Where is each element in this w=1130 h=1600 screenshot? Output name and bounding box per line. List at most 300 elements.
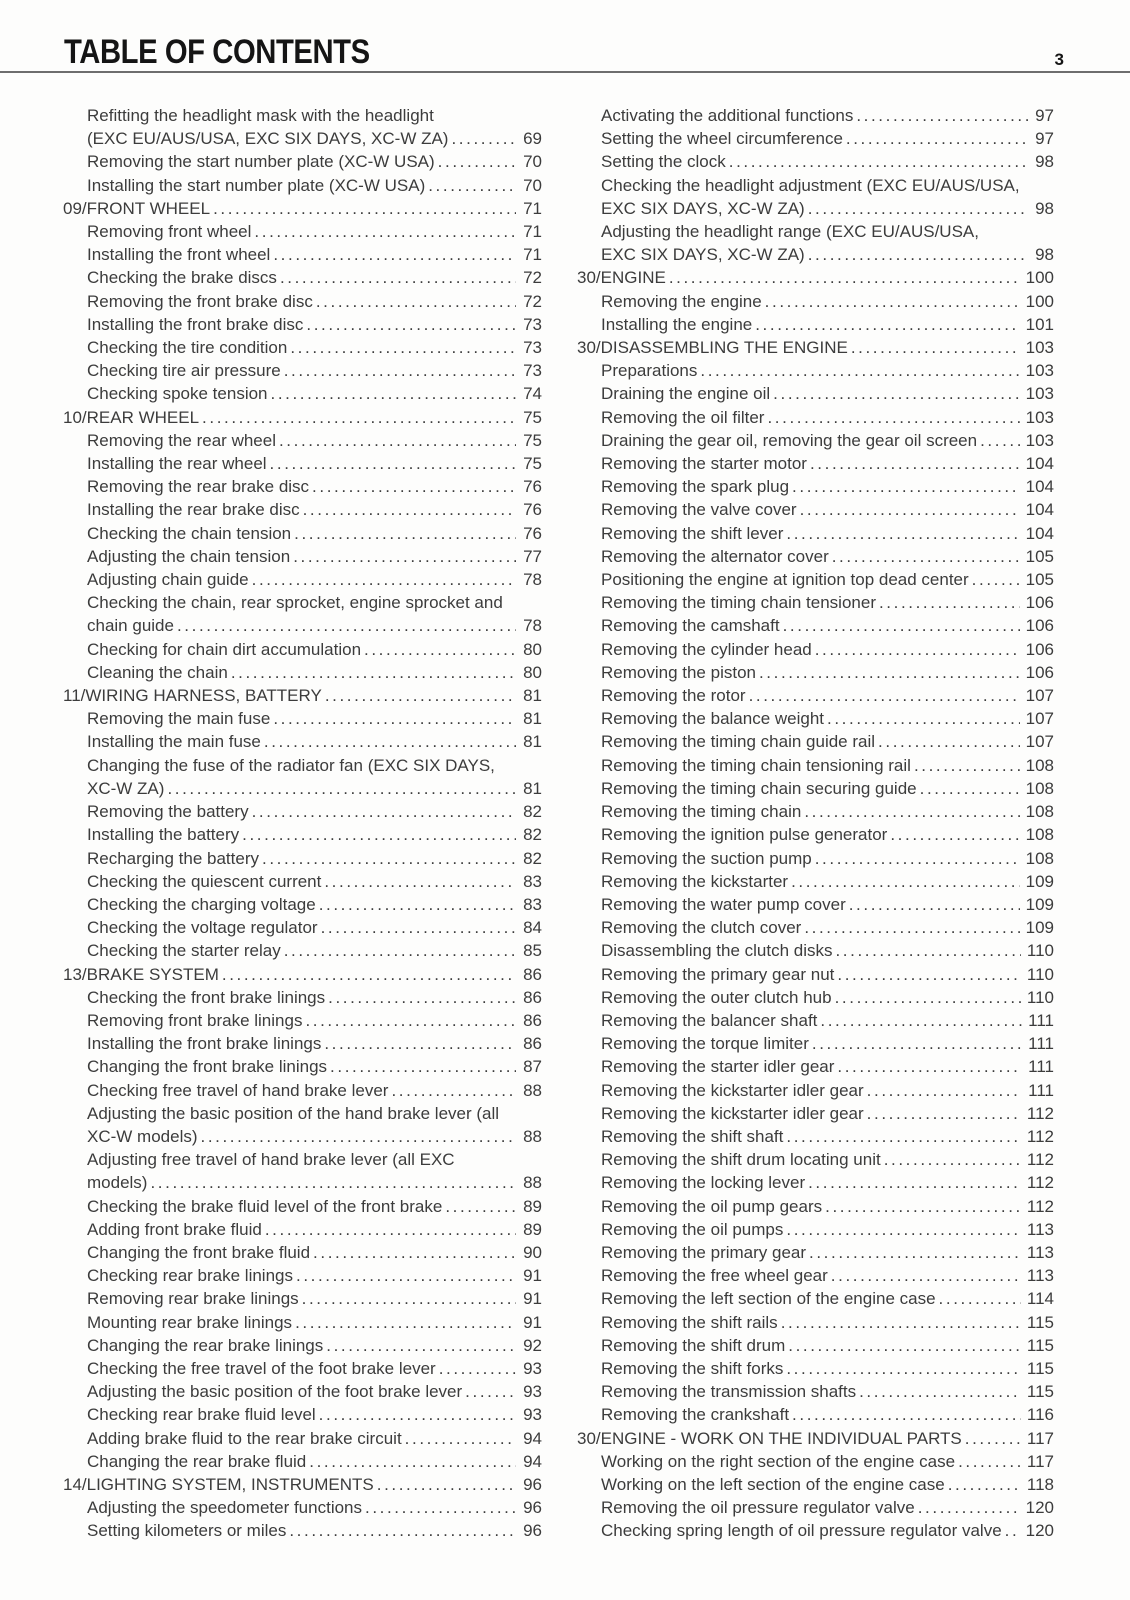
toc-entry-label: Removing the kickstarter idler gear [601, 1103, 864, 1123]
dot-leader [316, 290, 516, 313]
dot-leader [786, 522, 1019, 545]
toc-entry-label: Removing the timing chain guide rail [601, 732, 876, 752]
toc-entry-label-line1: Checking the chain, rear sprocket, engine sprocket and [87, 593, 503, 613]
toc-sub-entry [577, 174, 1054, 220]
toc-entry-label: Installing the rear brake disc [87, 500, 300, 520]
toc-entry-page: 97 [1035, 106, 1054, 125]
dot-leader [812, 1032, 1022, 1055]
toc-entry-page: 112 [1026, 1173, 1054, 1193]
dot-leader [965, 1427, 1021, 1450]
toc-entry-page: 84 [523, 918, 542, 938]
dot-leader [783, 614, 1020, 637]
dot-leader [958, 1450, 1021, 1473]
dot-leader [786, 1125, 1021, 1148]
dot-leader [439, 1357, 516, 1380]
dot-leader [825, 1195, 1021, 1218]
toc-sub-entry [63, 452, 542, 475]
toc-entry-page: 76 [523, 523, 542, 543]
toc-entry-page: 103 [1025, 338, 1054, 358]
toc-entry-page: 69 [523, 129, 542, 149]
toc-entry-label-line1: Changing the fuse of the radiator fan (EXC SIX DAYS, [87, 755, 495, 775]
toc-sub-entry [63, 522, 542, 545]
toc-entry-page: 81 [523, 709, 542, 729]
toc-entry-label: Checking the free travel of the foot brake lever [87, 1358, 436, 1378]
page-title: TABLE OF CONTENTS [64, 33, 370, 71]
toc-entry-label: Removing the locking lever [601, 1173, 806, 1193]
toc-entry-label: EXC SIX DAYS, XC-W ZA) [601, 245, 805, 265]
toc-sub-entry [577, 1496, 1054, 1519]
toc-entry-label: Changing the front brake fluid [87, 1242, 311, 1262]
toc-entry-label: Removing the alternator cover [601, 546, 829, 566]
toc-entry-label: Removing the timing chain tensioning rail [601, 755, 911, 775]
toc-entry-label: Installing the battery [87, 825, 240, 845]
toc-entry-page: 82 [523, 825, 542, 845]
toc-sub-entry [577, 638, 1054, 661]
toc-entry-label: Removing the torque limiter [601, 1034, 809, 1054]
toc-entry-page: 111 [1028, 1080, 1054, 1100]
dot-leader [859, 1380, 1021, 1403]
dot-leader [792, 1403, 1021, 1426]
dot-leader [252, 800, 516, 823]
dot-leader [781, 1311, 1021, 1334]
toc-entry-page: 106 [1025, 639, 1054, 659]
toc-sub-entry [577, 1380, 1054, 1403]
toc-sub-entry [577, 1055, 1054, 1078]
toc-entry-page: 111 [1028, 1010, 1054, 1030]
toc-entry-label: Setting the clock [601, 152, 726, 172]
dot-leader [264, 730, 516, 753]
toc-entry-page: 71 [523, 222, 542, 242]
toc-entry-label: Checking for chain dirt accumulation [87, 639, 362, 659]
toc-column-left [63, 104, 542, 1543]
toc-entry-page: 93 [523, 1382, 542, 1402]
toc-entry-label: Checking the front brake linings [87, 987, 326, 1007]
toc-sub-entry [577, 754, 1054, 777]
toc-entry-page: 112 [1026, 1196, 1054, 1216]
toc-entry-label: Removing the timing chain tensioner [601, 593, 876, 613]
toc-entry-page: 91 [523, 1289, 542, 1309]
toc-entry-label: Removing the shift forks [601, 1358, 784, 1378]
dot-leader [786, 1218, 1021, 1241]
toc-entry-label: Removing the timing chain [601, 802, 802, 822]
toc-entry-page: 108 [1025, 802, 1054, 822]
toc-entry-label: Checking the chain tension [87, 523, 292, 543]
toc-sub-entry [577, 104, 1054, 127]
dot-leader [252, 568, 516, 591]
toc-sub-entry [63, 545, 542, 568]
toc-entry-label: Removing the main fuse [87, 709, 271, 729]
toc-sub-entry [577, 522, 1054, 545]
toc-entry-page: 78 [523, 616, 542, 636]
toc-sub-entry [577, 1218, 1054, 1241]
dot-leader [835, 939, 1020, 962]
dot-leader [808, 1171, 1021, 1194]
dot-leader [330, 1055, 516, 1078]
toc-entry-page: 98 [1035, 245, 1054, 265]
toc-sub-entry [63, 1009, 542, 1032]
toc-entry-page: 120 [1025, 1498, 1054, 1518]
page-number: 3 [1054, 50, 1064, 69]
dot-leader [800, 498, 1020, 521]
dot-leader [167, 777, 516, 800]
toc-sub-entry [577, 1334, 1054, 1357]
dot-leader [280, 266, 516, 289]
dot-leader [729, 150, 1028, 173]
toc-entry-page: 82 [523, 848, 542, 868]
toc-entry-label: 30/ENGINE - WORK ON THE INDIVIDUAL PARTS [577, 1428, 962, 1448]
toc-entry-page: 105 [1025, 546, 1054, 566]
toc-entry-label: Removing rear brake linings [87, 1289, 299, 1309]
toc-entry-page: 111 [1028, 1034, 1054, 1054]
toc-entry-label: Setting kilometers or miles [87, 1521, 287, 1541]
toc-entry-label: Removing the outer clutch hub [601, 987, 832, 1007]
toc-sub-entry [63, 707, 542, 730]
dot-leader [792, 475, 1020, 498]
toc-section-entry [63, 963, 542, 986]
dot-leader [302, 1287, 516, 1310]
toc-entry-page: 107 [1025, 732, 1054, 752]
dot-leader [837, 963, 1021, 986]
dot-leader [222, 963, 516, 986]
dot-leader [150, 1171, 516, 1194]
dot-leader [804, 800, 1019, 823]
toc-entry-label: Removing the piston [601, 662, 756, 682]
dot-leader [201, 1125, 516, 1148]
toc-sub-entry [577, 800, 1054, 823]
toc-entry-label: Checking tire air pressure [87, 361, 281, 381]
toc-entry-page: 81 [523, 778, 542, 798]
toc-sub-entry [577, 684, 1054, 707]
toc-section-entry [63, 684, 542, 707]
toc-entry-label: Removing the oil pump gears [601, 1196, 823, 1216]
dot-leader [428, 174, 516, 197]
toc-entry-label: 13/BRAKE SYSTEM [63, 964, 219, 984]
toc-entry-page: 88 [523, 1126, 542, 1146]
dot-leader [804, 916, 1019, 939]
toc-entry-label: Installing the front wheel [87, 245, 271, 265]
toc-entry-page: 110 [1026, 964, 1054, 984]
dot-leader [306, 313, 516, 336]
toc-entry-page: 75 [523, 407, 542, 427]
dot-leader [856, 104, 1028, 127]
toc-sub-entry [577, 916, 1054, 939]
toc-entry-label: Cleaning the chain [87, 662, 228, 682]
dot-leader [365, 1496, 516, 1519]
toc-sub-entry [63, 939, 542, 962]
toc-entry-page: 103 [1025, 384, 1054, 404]
toc-sub-entry [577, 986, 1054, 1009]
toc-entry-label: Removing the shift rails [601, 1312, 778, 1332]
toc-sub-entry [63, 1195, 542, 1218]
dot-leader [831, 1264, 1021, 1287]
toc-entry-label: Removing the spark plug [601, 477, 790, 497]
toc-sub-entry [577, 870, 1054, 893]
dot-leader [324, 1032, 516, 1055]
toc-entry-label: Draining the engine oil [601, 384, 771, 404]
toc-sub-entry [63, 1519, 542, 1542]
toc-entry-page: 73 [523, 314, 542, 334]
dot-leader [837, 1055, 1022, 1078]
toc-sub-entry [577, 1079, 1054, 1102]
toc-entry-label: Installing the start number plate (XC-W USA) [87, 175, 426, 195]
dot-leader [289, 1519, 516, 1542]
toc-sub-entry [63, 429, 542, 452]
toc-entry-page: 86 [523, 964, 542, 984]
toc-entry-page: 104 [1025, 500, 1054, 520]
toc-entry-label: Working on the left section of the engine case [601, 1474, 945, 1494]
toc-sub-entry [577, 429, 1054, 452]
dot-leader [939, 1287, 1021, 1310]
toc-entry-page: 86 [523, 1034, 542, 1054]
toc-entry-label-line1: Adjusting free travel of hand brake lever (all EXC [87, 1150, 455, 1170]
dot-leader [773, 382, 1019, 405]
toc-entry-label: Adjusting the speedometer functions [87, 1498, 363, 1518]
toc-sub-entry [577, 707, 1054, 730]
toc-entry-label: Removing the free wheel gear [601, 1266, 828, 1286]
toc-entry-label: Activating the additional functions [601, 106, 854, 125]
toc-sub-entry [63, 498, 542, 521]
toc-entry-page: 89 [523, 1219, 542, 1239]
toc-sub-entry [577, 730, 1054, 753]
toc-sub-entry [577, 150, 1054, 173]
dot-leader [451, 127, 516, 150]
toc-sub-entry [63, 638, 542, 661]
toc-entry-page: 76 [523, 477, 542, 497]
dot-leader [303, 498, 516, 521]
dot-leader [759, 661, 1020, 684]
toc-entry-label: Setting the wheel circumference [601, 129, 843, 149]
toc-entry-label: Working on the right section of the engine case [601, 1451, 956, 1471]
dot-leader [749, 684, 1020, 707]
toc-entry-label: Changing the rear brake linings [87, 1335, 324, 1355]
toc-entry-label: Removing the water pump cover [601, 894, 846, 914]
toc-entry-label-line1: Adjusting the basic position of the hand brake lever (all [87, 1103, 500, 1123]
toc-entry-label: Adding front brake fluid [87, 1219, 262, 1239]
toc-entry-page: 110 [1026, 987, 1054, 1007]
toc-sub-entry [577, 1032, 1054, 1055]
toc-entry-page: 107 [1025, 686, 1054, 706]
toc-entry-page: 104 [1025, 454, 1054, 474]
dot-leader [405, 1427, 516, 1450]
toc-sub-entry [63, 1380, 542, 1403]
toc-entry-page: 108 [1025, 755, 1054, 775]
toc-entry-label: Removing front wheel [87, 222, 252, 242]
toc-entry-page: 75 [523, 454, 542, 474]
toc-sub-entry [577, 290, 1054, 313]
toc-entry-label: Installing the front brake disc [87, 314, 304, 334]
toc-entry-page: 74 [523, 384, 542, 404]
toc-sub-entry [63, 1102, 542, 1148]
toc-sub-entry [63, 1334, 542, 1357]
toc-entry-page: 92 [523, 1335, 542, 1355]
toc-entry-label: Removing the shift shaft [601, 1126, 784, 1146]
toc-entry-label: Removing the rear brake disc [87, 477, 310, 497]
toc-entry-page: 96 [523, 1498, 542, 1518]
toc-entry-page: 120 [1025, 1521, 1054, 1541]
toc-sub-entry [63, 730, 542, 753]
toc-entry-label: Recharging the battery [87, 848, 259, 868]
toc-entry-label-line1: Refitting the headlight mask with the headlight [87, 106, 434, 125]
toc-entry-page: 77 [523, 546, 542, 566]
toc-entry-page: 115 [1026, 1335, 1054, 1355]
toc-entry-label: 14/LIGHTING SYSTEM, INSTRUMENTS [63, 1474, 374, 1494]
dot-leader [700, 359, 1019, 382]
toc-sub-entry [577, 382, 1054, 405]
dot-leader [326, 1334, 516, 1357]
toc-section-entry [63, 197, 542, 220]
toc-entry-label: Changing the rear brake fluid [87, 1451, 307, 1471]
toc-entry-page: 109 [1025, 871, 1054, 891]
dot-leader [265, 1218, 516, 1241]
toc-sub-entry [577, 498, 1054, 521]
toc-entry-label: EXC SIX DAYS, XC-W ZA) [601, 198, 805, 218]
toc-entry-page: 91 [523, 1266, 542, 1286]
toc-sub-entry [577, 1148, 1054, 1171]
toc-sub-entry [63, 1496, 542, 1519]
toc-entry-label: Removing the balance weight [601, 709, 825, 729]
toc-entry-page: 104 [1025, 523, 1054, 543]
toc-entry-page: 114 [1026, 1289, 1054, 1309]
toc-entry-page: 116 [1026, 1405, 1054, 1425]
toc-entry-page: 100 [1025, 268, 1054, 288]
toc-entry-label: Checking the quiescent current [87, 871, 322, 891]
toc-entry-page: 76 [523, 500, 542, 520]
toc-entry-label: Removing the engine [601, 291, 762, 311]
toc-entry-label: Removing the oil pumps [601, 1219, 784, 1239]
toc-sub-entry [63, 1079, 542, 1102]
toc-sub-entry [577, 127, 1054, 150]
toc-entry-page: 115 [1026, 1382, 1054, 1402]
toc-sub-entry [577, 893, 1054, 916]
toc-entry-page: 98 [1035, 152, 1054, 172]
dot-leader [270, 452, 516, 475]
toc-sub-entry [63, 1264, 542, 1287]
dot-leader [809, 1241, 1021, 1264]
toc-sub-entry [63, 243, 542, 266]
toc-sub-entry [577, 1102, 1054, 1125]
toc-entry-label: Removing the transmission shafts [601, 1382, 857, 1402]
toc-sub-entry [63, 754, 542, 800]
toc-entry-label: Removing the valve cover [601, 500, 797, 520]
toc-entry-page: 83 [523, 871, 542, 891]
toc-entry-page: 98 [1035, 198, 1054, 218]
toc-entry-label: Positioning the engine at ignition top dead center [601, 570, 969, 590]
toc-sub-entry [63, 1218, 542, 1241]
toc-entry-label: Checking the voltage regulator [87, 918, 318, 938]
toc-entry-page: 89 [523, 1196, 542, 1216]
dot-leader [231, 661, 516, 684]
dot-leader [918, 1496, 1020, 1519]
toc-entry-label: Removing front brake linings [87, 1010, 303, 1030]
dot-leader [669, 266, 1020, 289]
toc-entry-label: Mounting rear brake linings [87, 1312, 293, 1332]
toc-sub-entry [63, 916, 542, 939]
toc-sub-entry [577, 313, 1054, 336]
toc-entry-label: Checking the brake discs [87, 268, 277, 288]
toc-entry-page: 112 [1026, 1103, 1054, 1123]
toc-entry-page: 103 [1025, 361, 1054, 381]
toc-sub-entry [577, 614, 1054, 637]
toc-entry-page: 113 [1026, 1242, 1054, 1262]
dot-leader [254, 220, 516, 243]
toc-entry-label: Checking the starter relay [87, 941, 281, 961]
dot-leader [364, 638, 516, 661]
toc-entry-label: Adjusting the basic position of the foot brake lever [87, 1382, 463, 1402]
toc-section-entry [577, 266, 1054, 289]
toc-sub-entry [63, 1032, 542, 1055]
toc-entry-page: 72 [523, 291, 542, 311]
dot-leader [465, 1380, 516, 1403]
toc-entry-page: 70 [523, 175, 542, 195]
toc-entry-page: 86 [523, 987, 542, 1007]
toc-section-entry [63, 406, 542, 429]
toc-entry-page: 78 [523, 570, 542, 590]
toc-entry-label: Removing the cylinder head [601, 639, 812, 659]
dot-leader [786, 1357, 1021, 1380]
toc-sub-entry [63, 1148, 542, 1194]
toc-entry-page: 93 [523, 1405, 542, 1425]
toc-column-right [577, 104, 1054, 1543]
dot-leader [293, 545, 516, 568]
toc-entry-page: 87 [523, 1057, 542, 1077]
toc-entry-label: Checking rear brake linings [87, 1266, 293, 1286]
dot-leader [851, 336, 1020, 359]
toc-sub-entry [577, 777, 1054, 800]
dot-leader [294, 522, 516, 545]
toc-sub-entry [577, 1195, 1054, 1218]
toc-entry-label: Removing the ignition pulse generator [601, 825, 888, 845]
toc-entry-label: Checking rear brake fluid level [87, 1405, 316, 1425]
toc-sub-entry [63, 568, 542, 591]
toc-entry-page: 109 [1025, 894, 1054, 914]
toc-entry-label: Removing the start number plate (XC-W USA) [87, 152, 435, 172]
toc-entry-page: 81 [523, 686, 542, 706]
toc-entry-page: 100 [1025, 291, 1054, 311]
toc-entry-page: 93 [523, 1358, 542, 1378]
toc-entry-page: 88 [523, 1080, 542, 1100]
toc-sub-entry [577, 1264, 1054, 1287]
toc-entry-label: Removing the starter motor [601, 454, 807, 474]
toc-entry-page: 72 [523, 268, 542, 288]
toc-sub-entry [577, 568, 1054, 591]
toc-entry-label: Removing the front brake disc [87, 291, 313, 311]
toc-entry-page: 90 [523, 1242, 542, 1262]
dot-leader [177, 614, 516, 637]
toc-entry-label: Removing the battery [87, 802, 249, 822]
toc-sub-entry [63, 800, 542, 823]
toc-entry-page: 96 [523, 1521, 542, 1541]
dot-leader [324, 870, 516, 893]
toc-entry-page: 71 [523, 198, 542, 218]
toc-sub-entry [577, 963, 1054, 986]
dot-leader [273, 707, 516, 730]
toc-entry-page: 94 [523, 1428, 542, 1448]
toc-sub-entry [63, 150, 542, 173]
toc-entry-page: 73 [523, 338, 542, 358]
toc-entry-label: Removing the kickstarter [601, 871, 789, 891]
toc-sub-entry [63, 220, 542, 243]
dot-leader [391, 1079, 516, 1102]
dot-leader [279, 429, 516, 452]
toc-entry-page: 107 [1025, 709, 1054, 729]
toc-entry-page: 103 [1025, 407, 1054, 427]
dot-leader [827, 707, 1020, 730]
toc-entry-label: Removing the rear wheel [87, 430, 276, 450]
toc-entry-label: Adding brake fluid to the rear brake circuit [87, 1428, 402, 1448]
toc-sub-entry [577, 1287, 1054, 1310]
toc-entry-page: 101 [1025, 314, 1054, 334]
toc-entry-label: Disassembling the clutch disks [601, 941, 833, 961]
